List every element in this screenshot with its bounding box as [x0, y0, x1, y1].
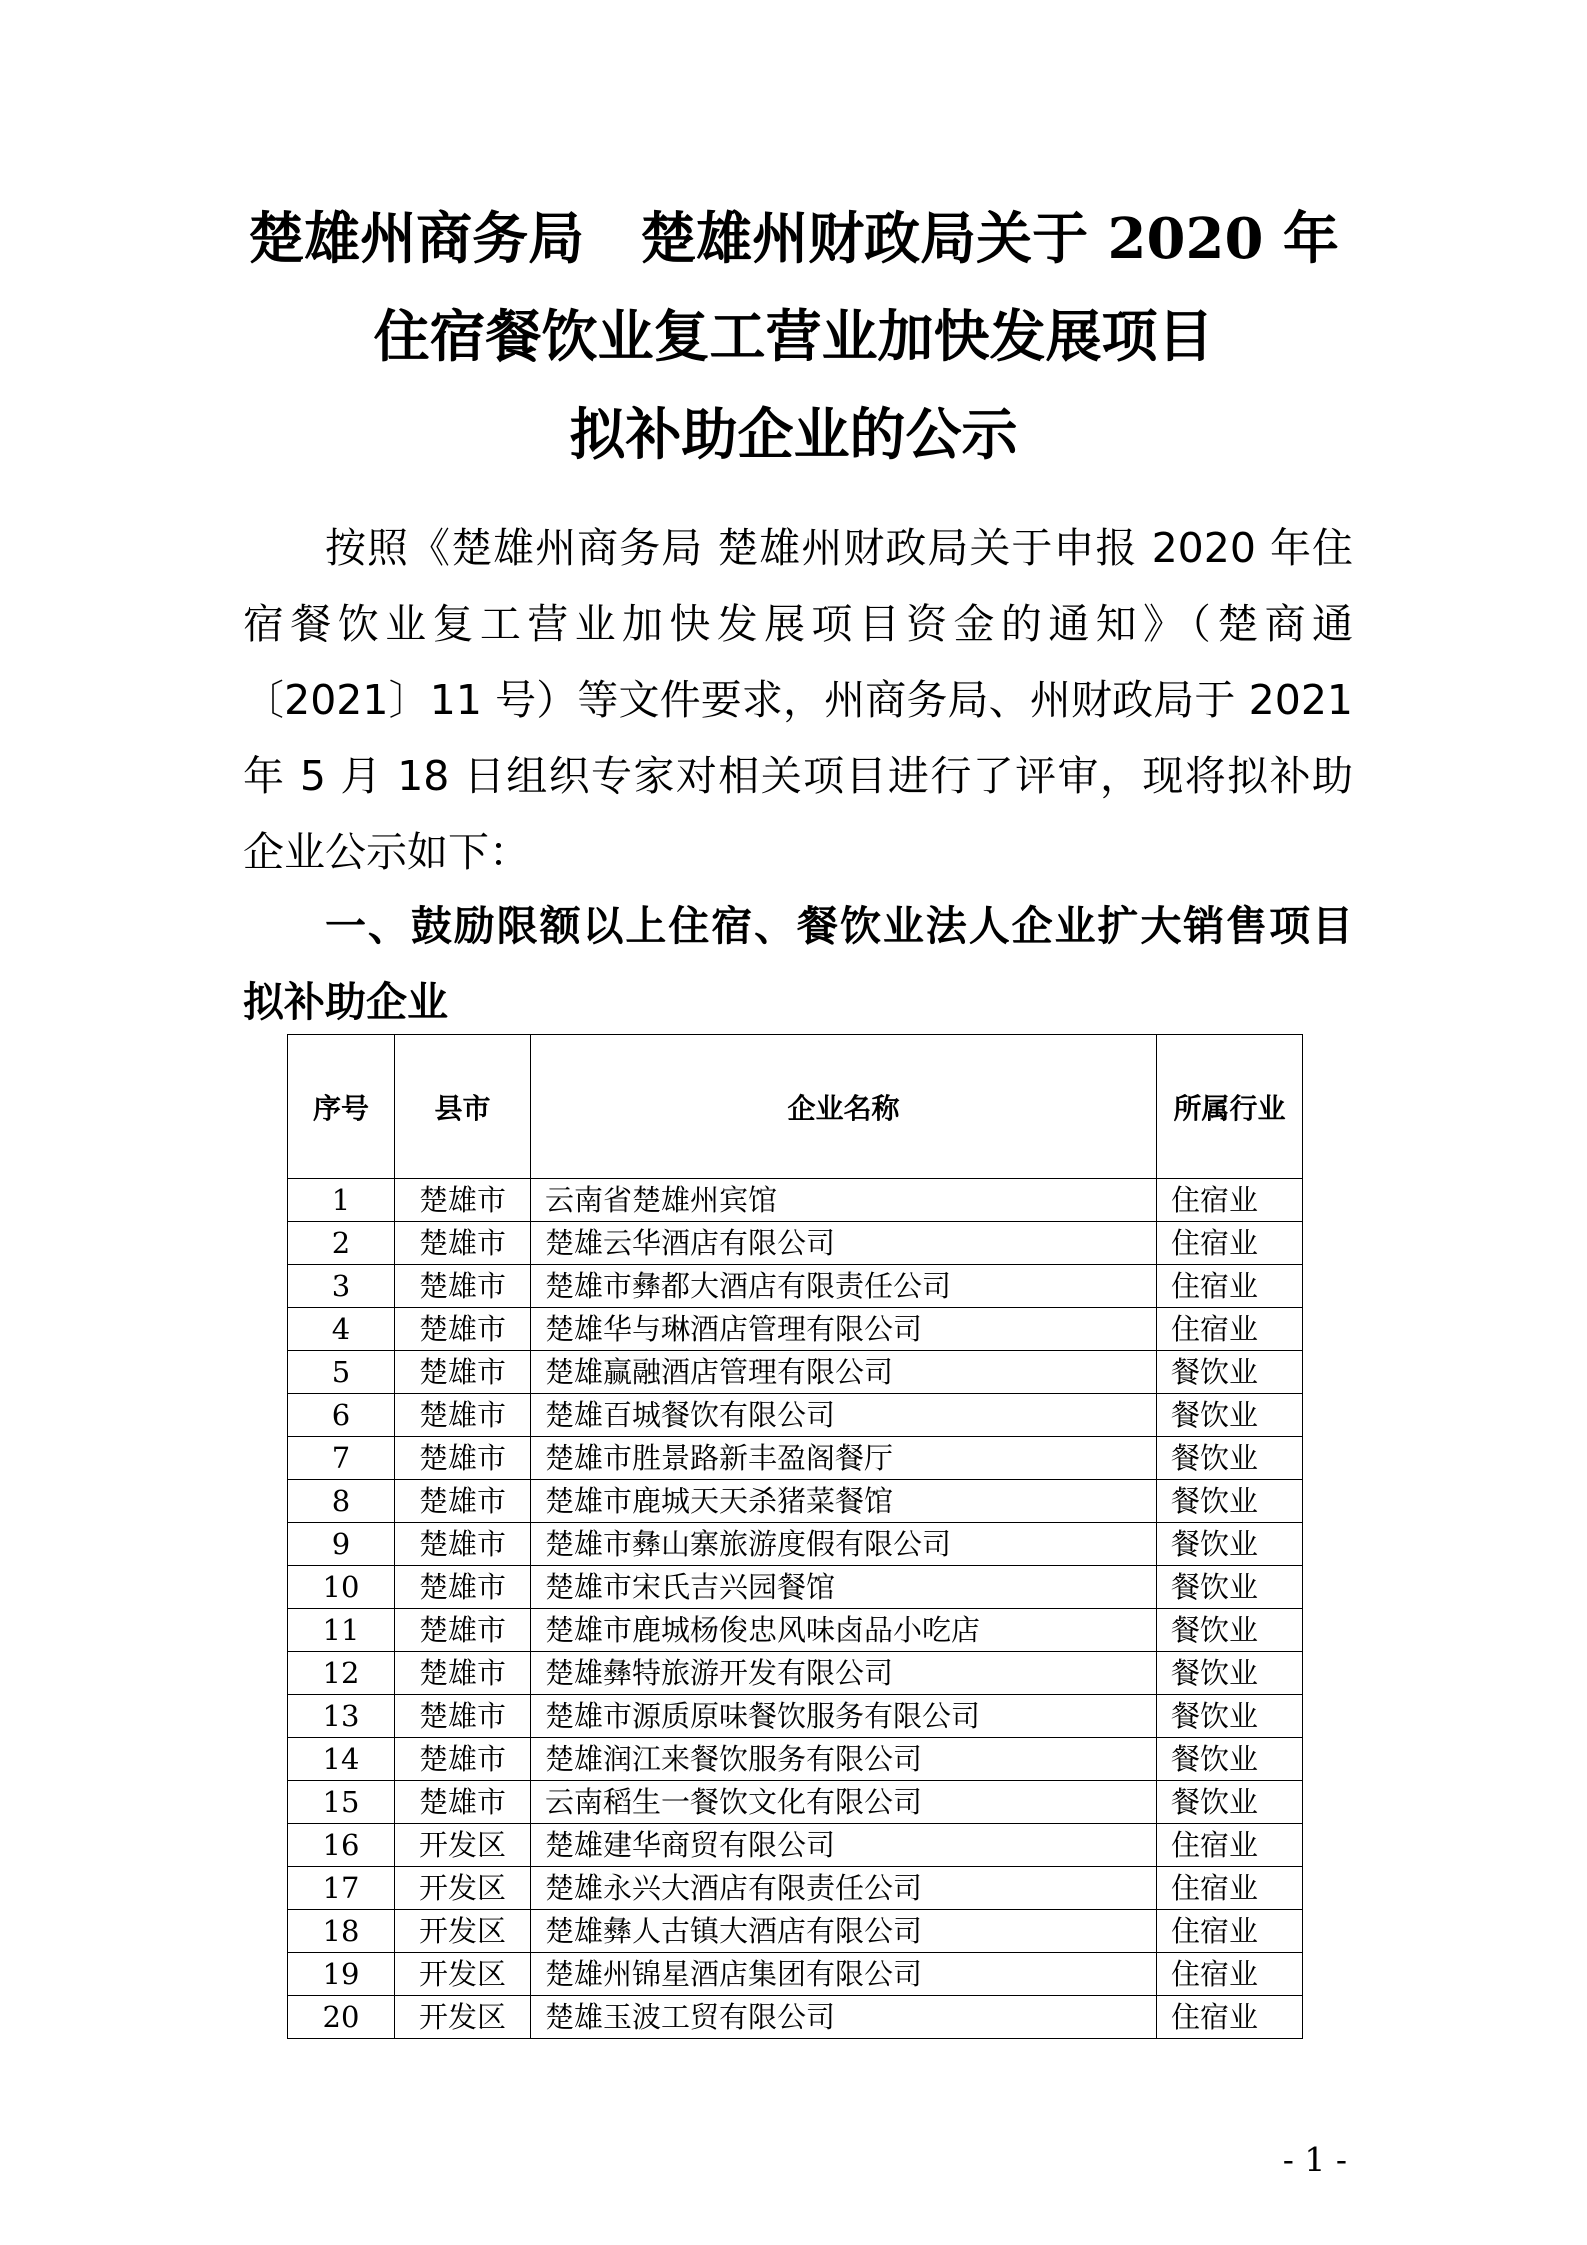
- cell-no: 4: [288, 1308, 395, 1351]
- cell-company-name: 楚雄市鹿城杨俊忠风味卤品小吃店: [531, 1609, 1157, 1652]
- intro-paragraph: [243, 510, 1353, 890]
- table-row: [288, 1179, 1303, 1222]
- cell-company-name: 楚雄市彝都大酒店有限责任公司: [531, 1265, 1157, 1308]
- cell-no: 10: [288, 1566, 395, 1609]
- intro-line: 〔2021〕11 号）等文件要求，州商务局、州财政局于 2021: [243, 676, 1353, 724]
- page-number: - 1 -: [1282, 2140, 1347, 2179]
- cell-city: 楚雄市: [395, 1781, 531, 1824]
- cell-industry: 餐饮业: [1157, 1738, 1303, 1781]
- cell-company-name: 楚雄彝特旅游开发有限公司: [531, 1652, 1157, 1695]
- cell-city: 楚雄市: [395, 1480, 531, 1523]
- table-row: [288, 1738, 1303, 1781]
- table-row: [288, 1824, 1303, 1867]
- cell-company-name: 楚雄赢融酒店管理有限公司: [531, 1351, 1157, 1394]
- cell-company-name: 云南省楚雄州宾馆: [531, 1179, 1157, 1222]
- cell-industry: 餐饮业: [1157, 1695, 1303, 1738]
- header-cell-industry: 所属行业: [1157, 1035, 1303, 1179]
- cell-industry: 餐饮业: [1157, 1437, 1303, 1480]
- cell-company-name: 楚雄彝人古镇大酒店有限公司: [531, 1910, 1157, 1953]
- cell-city: 开发区: [395, 1996, 531, 2039]
- table-row: [288, 1523, 1303, 1566]
- cell-city: 楚雄市: [395, 1308, 531, 1351]
- cell-company-name: 楚雄玉波工贸有限公司: [531, 1996, 1157, 2039]
- cell-city: 楚雄市: [395, 1566, 531, 1609]
- cell-industry: 餐饮业: [1157, 1523, 1303, 1566]
- cell-company-name: 楚雄百城餐饮有限公司: [531, 1394, 1157, 1437]
- cell-industry: 餐饮业: [1157, 1566, 1303, 1609]
- cell-company-name: 楚雄市胜景路新丰盈阁餐厅: [531, 1437, 1157, 1480]
- cell-no: 12: [288, 1652, 395, 1695]
- table-row: [288, 1609, 1303, 1652]
- cell-company-name: 楚雄州锦星酒店集团有限公司: [531, 1953, 1157, 1996]
- cell-city: 开发区: [395, 1953, 531, 1996]
- intro-line: 按照《楚雄州商务局 楚雄州财政局关于申报 2020 年住: [325, 524, 1353, 572]
- cell-no: 19: [288, 1953, 395, 1996]
- cell-no: 17: [288, 1867, 395, 1910]
- cell-city: 楚雄市: [395, 1222, 531, 1265]
- cell-city: 楚雄市: [395, 1351, 531, 1394]
- table-row: [288, 1996, 1303, 2039]
- cell-no: 2: [288, 1222, 395, 1265]
- table-row: [288, 1437, 1303, 1480]
- table-row: [288, 1265, 1303, 1308]
- cell-industry: 餐饮业: [1157, 1781, 1303, 1824]
- cell-company-name: 楚雄华与琳酒店管理有限公司: [531, 1308, 1157, 1351]
- cell-industry: 住宿业: [1157, 1179, 1303, 1222]
- cell-city: 楚雄市: [395, 1738, 531, 1781]
- cell-industry: 住宿业: [1157, 1824, 1303, 1867]
- cell-no: 11: [288, 1609, 395, 1652]
- cell-company-name: 楚雄建华商贸有限公司: [531, 1824, 1157, 1867]
- intro-line: 年 5 月 18 日组织专家对相关项目进行了评审，现将拟补助: [243, 752, 1353, 800]
- cell-city: 楚雄市: [395, 1695, 531, 1738]
- title-line: 住宿餐饮业复工营业加快发展项目: [373, 304, 1214, 370]
- cell-industry: 住宿业: [1157, 1265, 1303, 1308]
- cell-company-name: 楚雄市源质原味餐饮服务有限公司: [531, 1695, 1157, 1738]
- cell-industry: 住宿业: [1157, 1953, 1303, 1996]
- table-row: [288, 1652, 1303, 1695]
- cell-company-name: 楚雄市彝山寨旅游度假有限公司: [531, 1523, 1157, 1566]
- table-row: [288, 1394, 1303, 1437]
- cell-company-name: 楚雄云华酒店有限公司: [531, 1222, 1157, 1265]
- cell-city: 楚雄市: [395, 1179, 531, 1222]
- cell-city: 开发区: [395, 1824, 531, 1867]
- section-heading-line: 一、鼓励限额以上住宿、餐饮业法人企业扩大销售项目: [325, 902, 1353, 950]
- cell-industry: 餐饮业: [1157, 1609, 1303, 1652]
- cell-industry: 住宿业: [1157, 1910, 1303, 1953]
- cell-industry: 住宿业: [1157, 1222, 1303, 1265]
- document-title: [200, 190, 1387, 484]
- cell-industry: 住宿业: [1157, 1867, 1303, 1910]
- cell-no: 7: [288, 1437, 395, 1480]
- cell-company-name: 楚雄市宋氏吉兴园餐馆: [531, 1566, 1157, 1609]
- table-row: [288, 1222, 1303, 1265]
- cell-city: 开发区: [395, 1867, 531, 1910]
- cell-no: 20: [288, 1996, 395, 2039]
- cell-city: 楚雄市: [395, 1394, 531, 1437]
- cell-company-name: 楚雄永兴大酒店有限责任公司: [531, 1867, 1157, 1910]
- cell-industry: 餐饮业: [1157, 1351, 1303, 1394]
- cell-no: 9: [288, 1523, 395, 1566]
- cell-industry: 住宿业: [1157, 1996, 1303, 2039]
- table-row: [288, 1781, 1303, 1824]
- cell-company-name: 楚雄润江来餐饮服务有限公司: [531, 1738, 1157, 1781]
- section-heading-line: 拟补助企业: [243, 978, 448, 1026]
- cell-no: 8: [288, 1480, 395, 1523]
- cell-industry: 餐饮业: [1157, 1652, 1303, 1695]
- cell-no: 3: [288, 1265, 395, 1308]
- cell-no: 6: [288, 1394, 395, 1437]
- intro-line: 宿餐饮业复工营业加快发展项目资金的通知》（楚商通: [243, 600, 1353, 648]
- header-cell-no: 序号: [288, 1035, 395, 1179]
- cell-city: 楚雄市: [395, 1265, 531, 1308]
- table-header-row: [288, 1035, 1303, 1179]
- cell-company-name: 云南稻生一餐饮文化有限公司: [531, 1781, 1157, 1824]
- cell-city: 楚雄市: [395, 1437, 531, 1480]
- table-row: [288, 1351, 1303, 1394]
- cell-industry: 餐饮业: [1157, 1480, 1303, 1523]
- table-row: [288, 1910, 1303, 1953]
- cell-no: 5: [288, 1351, 395, 1394]
- cell-no: 1: [288, 1179, 395, 1222]
- table-row: [288, 1566, 1303, 1609]
- cell-company-name: 楚雄市鹿城天天杀猪菜餐馆: [531, 1480, 1157, 1523]
- cell-no: 16: [288, 1824, 395, 1867]
- intro-line: 企业公示如下：: [243, 828, 530, 876]
- table-row: [288, 1953, 1303, 1996]
- cell-industry: 住宿业: [1157, 1308, 1303, 1351]
- cell-no: 14: [288, 1738, 395, 1781]
- cell-no: 15: [288, 1781, 395, 1824]
- table-body: [288, 1179, 1303, 2039]
- cell-no: 13: [288, 1695, 395, 1738]
- table-row: [288, 1695, 1303, 1738]
- section-heading: [243, 888, 1353, 1040]
- cell-city: 开发区: [395, 1910, 531, 1953]
- cell-city: 楚雄市: [395, 1652, 531, 1695]
- title-line: 楚雄州商务局 楚雄州财政局关于 2020 年: [248, 206, 1339, 272]
- table-row: [288, 1308, 1303, 1351]
- table-row: [288, 1867, 1303, 1910]
- cell-no: 18: [288, 1910, 395, 1953]
- header-cell-company: 企业名称: [531, 1035, 1157, 1179]
- cell-industry: 餐饮业: [1157, 1394, 1303, 1437]
- header-cell-city: 县市: [395, 1035, 531, 1179]
- title-line: 拟补助企业的公示: [569, 402, 1018, 468]
- cell-city: 楚雄市: [395, 1609, 531, 1652]
- cell-city: 楚雄市: [395, 1523, 531, 1566]
- table-row: [288, 1480, 1303, 1523]
- subsidy-enterprise-table: [287, 1034, 1303, 2039]
